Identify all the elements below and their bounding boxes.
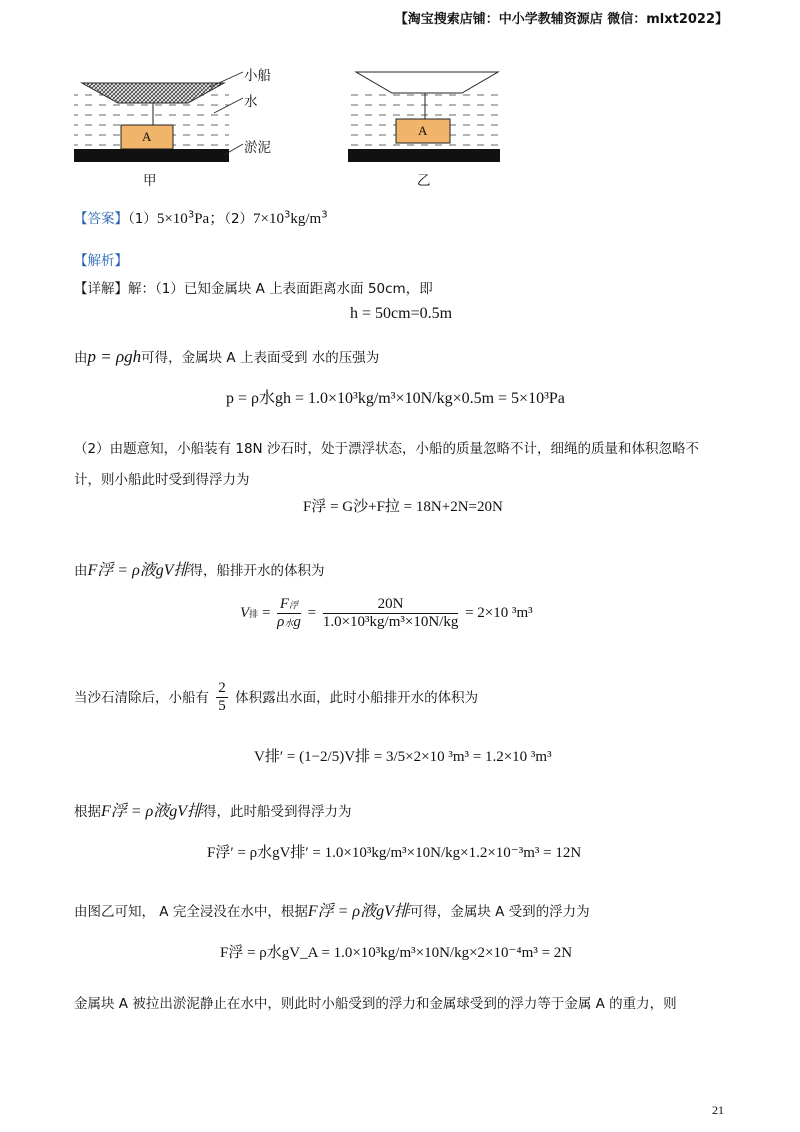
eq-v: V排 = $\frac{\text{F浮}}{\text{ρ水g}}$ = $\frac{20N}{\text{1.0×10³kg/m³×10N/kg}}$ = 2×10 ³m³ bbox=[240, 596, 533, 631]
eq-fa: F浮 = ρ水gV_A = 1.0×10³kg/m³×10N/kg×2×10⁻⁴m³ = 2N bbox=[220, 945, 573, 961]
answer-tag: 【答案】 bbox=[74, 211, 128, 227]
caption-left: 甲 bbox=[143, 173, 157, 189]
silt-left bbox=[74, 149, 229, 162]
detail-line-4: 计，则小船此时受到得浮力为 bbox=[74, 472, 250, 488]
detail-line-6: 当沙石清除后，小船有 $\frac{2}{5}$ 体积露出水面，此时小船排开水的体积为 bbox=[74, 680, 479, 715]
eq-h: h = 50cm=0.5m bbox=[350, 305, 453, 322]
page-number: 21 bbox=[712, 1103, 724, 1117]
detail-line-2: 由p = ρgh可得，金属块 A 上表面受到 水的压强为 bbox=[74, 347, 380, 366]
detail-line-7: 根据F浮 = ρ液gV排得，此时船受到得浮力为 bbox=[74, 803, 352, 820]
detail-line-3: （2）由题意知，小船装有 18N 沙石时，处于漂浮状态，小船的质量忽略不计，细绳的质量和体积忽略不 bbox=[74, 441, 699, 457]
caption-right: 乙 bbox=[417, 173, 431, 189]
page-header: 【淘宝搜索店铺：中小学教辅资源店 微信：mlxt2022】 bbox=[394, 12, 728, 27]
block-label-right: A bbox=[418, 123, 428, 138]
answer-line: 【答案】$(1)5\times 10^3Pa$；$(2)7\times 10^3kg/m^3$ bbox=[74, 209, 328, 227]
detail-line-5: 由F浮 = ρ液gV排得，船排开水的体积为 bbox=[74, 562, 325, 579]
eq-f: F浮 = G沙+F拉 = 18N+2N=20N bbox=[303, 499, 503, 515]
detail-line-8: 由图乙可知， A 完全浸没在水中，根据F浮 = ρ液gV排可得，金属块 A 受到的浮力为 bbox=[74, 903, 590, 920]
analysis-tag: 【解析】 bbox=[74, 253, 128, 269]
label-water: 水 bbox=[244, 94, 258, 110]
label-silt: 淤泥 bbox=[244, 140, 271, 156]
eq-p: p = ρ水gh = 1.0×10³kg/m³×10N/kg×0.5m = 5×10³Pa bbox=[226, 390, 565, 407]
label-boat: 小船 bbox=[244, 68, 271, 84]
detail-line-1: 【详解】解：（1）已知金属块 A 上表面距离水面 50cm，即 bbox=[74, 281, 433, 297]
eq-f2: F浮′ = ρ水gV排′ = 1.0×10³kg/m³×10N/kg×1.2×10⁻³m³ = 12N bbox=[207, 845, 582, 861]
silt-right bbox=[348, 149, 500, 162]
block-label-left: A bbox=[142, 129, 152, 144]
figure-left bbox=[74, 72, 243, 162]
detail-line-9: 金属块 A 被拉出淤泥静止在水中，则此时小船受到的浮力和金属球受到的浮力等于金属 A 的重力，则 bbox=[74, 996, 677, 1012]
eq-v2: V排′ = (1−2/5)V排 = 3/5×2×10 ³m³ = 1.2×10 ³m³ bbox=[254, 749, 552, 765]
figure-right bbox=[348, 72, 500, 162]
